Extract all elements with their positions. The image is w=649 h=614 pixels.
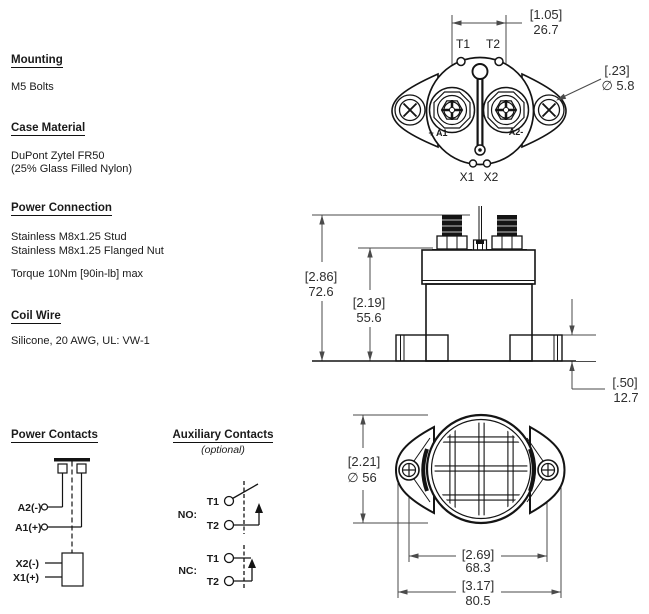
case-material-value-2: (25% Glass Filled Nylon) [11,163,133,175]
dim-overall-height-in: [2.86] [304,269,338,284]
dim-body-height-in: [2.19] [352,295,386,310]
dim-overall-width-in: [3.17] [461,578,495,593]
coil-terminal-x2-dot [484,160,491,167]
aux-contacts-schematic [178,481,263,589]
dim-diameter-mm: ∅ 56 [347,470,377,485]
top-view-label-t1: T1 [455,37,471,51]
moving-contact-bar [54,458,90,462]
label-no: NO: [177,509,197,521]
top-view-mount-hole-left [395,95,425,125]
case-material-heading: Case Material [11,122,86,134]
label-a1: A1(+) [14,522,42,534]
coil-wire-heading: Coil Wire [11,310,61,322]
aux-no-circuit [225,481,264,534]
power-connection-heading: Power Connection [11,202,112,214]
top-view-label-x2: X2 [483,170,499,184]
dim-terminal-spacing-mm: 26.7 [533,22,559,37]
label-nc: NC: [178,565,197,577]
label-x1: X1(+) [13,572,39,584]
label-nc-t2: T2 [206,576,219,588]
dim-mount-hole-mm: ∅ 5.8 [601,78,635,93]
dim-body-height-mm: 55.6 [356,310,382,325]
aux-contacts-note: (optional) [201,444,245,456]
bottom-view-case-outline [427,415,535,523]
side-view [305,206,639,405]
fixed-contact-right [77,464,86,473]
coil-box [62,553,83,586]
dim-terminal-spacing-in: [1.05] [529,7,563,22]
mounting-value: M5 Bolts [11,81,54,93]
aux-terminal-t1-dot [457,58,465,66]
mounting-heading: Mounting [11,54,63,66]
label-a2: A2(-) [17,502,42,514]
label-nc-t1: T1 [206,553,219,565]
top-view-label-t2: T2 [485,37,501,51]
coil-terminal-x1-dot [470,160,477,167]
top-view-label-x1: X1 [459,170,475,184]
dim-hole-spacing-mm: 68.3 [465,560,491,575]
dim-arrow [452,20,462,25]
top-view-label-a2: A2- [508,127,524,137]
a2-terminal-circle [42,504,48,510]
leader-line [564,79,601,97]
terminal-a1 [430,88,475,133]
dim-flange-height-in: [.50] [612,375,638,390]
dim-mount-hole-in: [.23] [604,63,630,78]
fixed-contact-left [58,464,67,473]
power-connection-value-3: Torque 10Nm [90in-lb] max [11,268,144,280]
label-x2: X2(-) [15,558,39,570]
aux-terminal-t2-dot [495,58,503,66]
dim-hole-spacing-in: [2.69] [461,547,495,562]
dim-flange-height-mm: 12.7 [613,390,639,405]
label-no-t1: T1 [206,496,219,508]
dim-overall-width-mm: 80.5 [465,593,491,608]
power-connection-value-1: Stainless M8x1.25 Stud [11,231,127,243]
power-contacts-heading: Power Contacts [11,429,98,441]
top-view [392,7,635,184]
dim-overall-height-mm: 72.6 [308,284,334,299]
label-no-t2: T2 [206,520,219,532]
power-connection-value-2: Stainless M8x1.25 Flanged Nut [11,245,164,257]
terminal-a2 [484,88,529,133]
top-view-label-a1: + A1 [428,128,448,138]
aux-nc-circuit [225,545,257,589]
side-view-body [312,250,576,361]
bottom-view [347,415,564,608]
dim-arrow [497,20,507,25]
coil-wire-value: Silicone, 20 AWG, UL: VW-1 [11,335,150,347]
a1-terminal-circle [42,524,48,530]
case-material-value-1: DuPont Zytel FR50 [11,150,105,162]
side-view-center-pin [474,206,487,252]
aux-contacts-heading: Auxiliary Contacts [172,429,274,441]
power-contacts-schematic [13,458,90,586]
dim-diameter-in: [2.21] [347,454,381,469]
